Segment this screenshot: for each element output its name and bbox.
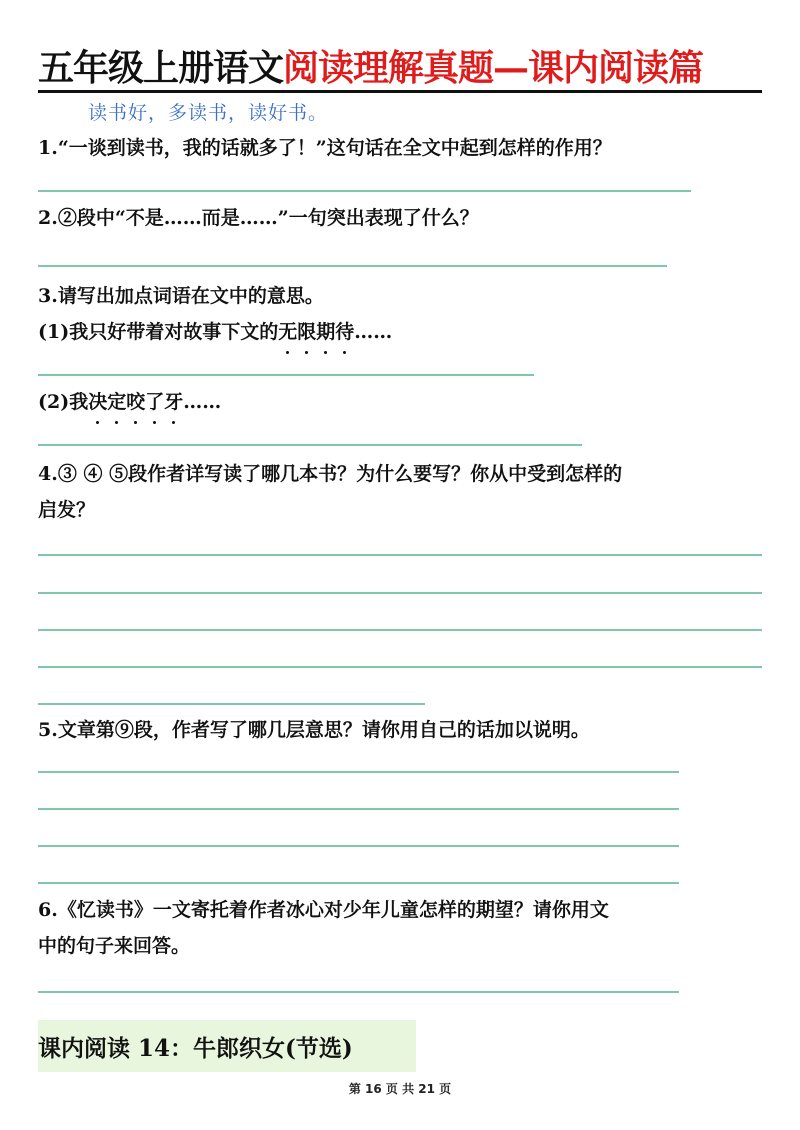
question-6: 6.《忆读书》一文寄托着作者冰心对少年儿童怎样的期望？请你用文	[38, 899, 609, 921]
dotted-char: 限	[297, 314, 316, 350]
title-topic: 阅读理解真题—课内阅读篇	[283, 47, 704, 89]
question-3-part-2	[38, 384, 762, 420]
question-6-continued: 中的句子来回答。	[38, 935, 191, 957]
dotted-char: 待	[335, 314, 354, 350]
answer-line[interactable]	[38, 882, 679, 884]
page-header	[38, 40, 762, 90]
answer-line[interactable]	[38, 265, 667, 267]
dotted-char: 决	[88, 384, 107, 420]
answer-line[interactable]	[38, 845, 679, 847]
q3-1-prefix: (1)我只好带着对故事下文的	[38, 321, 279, 343]
title-grade: 五年级上册语文	[38, 47, 284, 89]
dotted-char: 无	[278, 314, 297, 350]
section-title: 课内阅读 14：牛郎织女(节选)	[38, 1035, 353, 1062]
question-3-part-1	[38, 314, 762, 350]
title-underline	[38, 90, 762, 93]
question-4: 4.③ ④ ⑤段作者详写读了哪几本书？为什么要写？你从中受到怎样的	[38, 463, 623, 485]
question-4-continued: 启发？	[38, 499, 96, 521]
answer-line[interactable]	[38, 629, 762, 631]
answer-line[interactable]	[38, 991, 679, 993]
answer-line[interactable]	[38, 554, 762, 556]
answer-line[interactable]	[38, 444, 582, 446]
answer-line[interactable]	[38, 374, 534, 376]
dotted-char: 定	[107, 384, 126, 420]
answer-line[interactable]	[38, 666, 762, 668]
section-banner	[38, 1020, 416, 1072]
answer-line[interactable]	[38, 190, 691, 192]
question-5: 5.文章第⑨段，作者写了哪几层意思？请你用自己的话加以说明。	[38, 719, 590, 741]
question-3: 3.请写出加点词语在文中的意思。	[38, 285, 324, 307]
answer-line[interactable]	[38, 771, 679, 773]
q3-2-suffix: ……	[183, 391, 222, 413]
question-1: 1.“一谈到读书，我的话就多了！”这句话在全文中起到怎样的作用？	[38, 137, 612, 159]
q3-1-suffix: ……	[354, 321, 393, 343]
answer-line[interactable]	[38, 592, 762, 594]
answer-line[interactable]	[38, 808, 679, 810]
page-footer: 第 16 页 共 21 页	[348, 1082, 452, 1096]
question-2: 2.②段中“不是……而是……”一句突出表现了什么？	[38, 207, 479, 229]
q3-2-prefix: (2)我	[38, 391, 89, 413]
dotted-char: 咬	[126, 384, 145, 420]
dotted-char: 期	[316, 314, 335, 350]
dotted-char: 牙	[164, 384, 183, 420]
motto: 读书好，多读书，读好书。	[88, 102, 329, 124]
dotted-char: 了	[145, 384, 164, 420]
answer-line[interactable]	[38, 703, 425, 705]
